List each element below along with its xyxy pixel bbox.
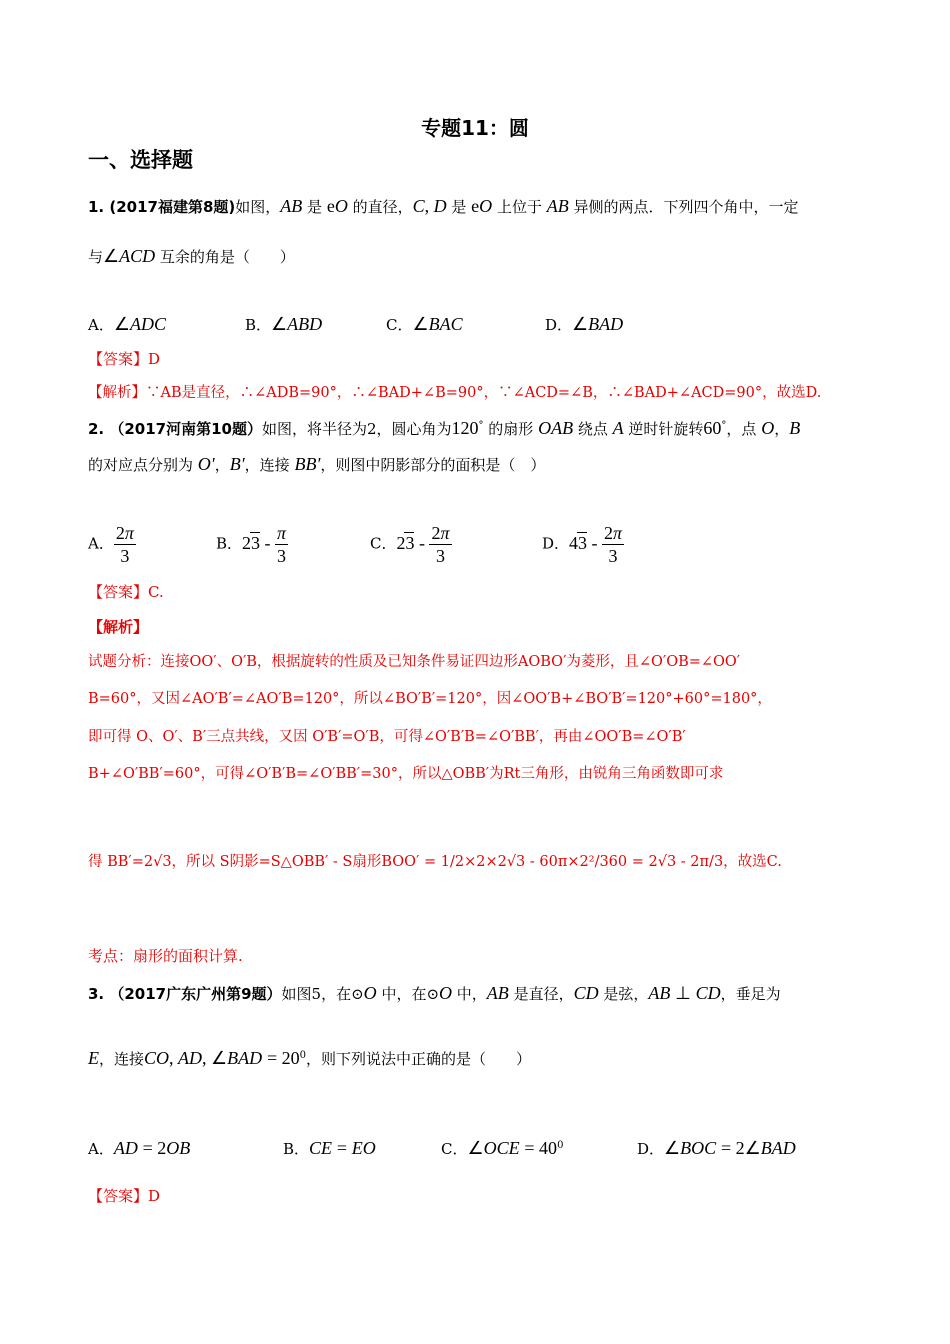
q2-option-a: A． $\frac{2\pi}{3}$ [88, 523, 134, 566]
q2-line2: 的对应点分别为 O′，B′，连接 BB′，则图中阴影部分的面积是（ ） [88, 454, 546, 474]
q2-line1 [88, 416, 800, 439]
q3-label: 3. （2017广东广州第9题） [88, 985, 282, 1003]
q1-analysis: 【解析】∵AB是直径，∴∠ADB=90°，∴∠BAD+∠B=90°，∵∠ACD=∠B，∴∠BAD+∠ACD=90°，故选D. [88, 385, 822, 401]
q3-option-b: B．CE = EO [283, 1138, 376, 1158]
q1-option-b: B．∠ABD [245, 314, 323, 334]
q2-option-d: D．43 - $\frac{2\pi}{3}$ [542, 523, 623, 566]
q2-text-1: 如图，将半径为2，圆心角为120° 的扇形 OAB 绕点 A 逆时针旋转60°，点 O，B [261, 418, 801, 438]
q1-label: 1. (2017福建第8题) [88, 198, 236, 216]
q2-analysis-label: 【解析】 [88, 618, 149, 636]
q2-answer: 【答案】C. [88, 583, 164, 601]
section-heading: 一、选择题 [88, 148, 193, 172]
q2-analysis-line-1: 试题分析：连接OO′、O′B，根据旋转的性质及已知条件易证四边形AOBO′为菱形，且∠O′OB=∠OO′ [88, 654, 741, 670]
q2-option-c: C．23 - $\frac{2\pi}{3}$ [370, 523, 450, 566]
q2-analysis-line-4: B+∠O′BB′=60°，可得∠O′B′B=∠O′BB′=30°，所以△OBB′为Rt三角形，由锐角三角函数即可求 [88, 766, 724, 782]
q1-option-c: C．∠BAC [386, 314, 463, 334]
q1-line2: 与∠ACD 互余的角是（ ） [88, 246, 295, 266]
q1-line1 [88, 196, 799, 217]
q2-kaodian: 考点：扇形的面积计算. [88, 947, 243, 965]
q3-text-1: 如图5，在⊙O 中，在⊙O 中，AB 是直径，CD 是弦，AB ⊥ CD，垂足为 [281, 983, 781, 1003]
q1-option-d: D．∠BAD [545, 314, 624, 334]
q3-answer: 【答案】D [88, 1187, 161, 1205]
q2-analysis-line-3: 即可得 O、O′、B′三点共线，又因 O′B′=O′B，可得∠O′B′B=∠O′BB′，再由∠OO′B=∠O′B′ [88, 729, 686, 745]
q2-analysis-line-2: B=60°，又因∠AO′B′=∠AO′B=120°，所以∠BO′B′=120°，因∠OO′B+∠BO′B′=120°+60°=180°， [88, 691, 772, 707]
q3-option-c: C．∠OCE = $40^0$ [441, 1138, 564, 1158]
q1-text-1: 如图，AB 是 eO 的直径，C, D 是 eO 上位于 AB 异侧的两点．下列四个角中，一定 [235, 196, 799, 216]
q3-line2: E，连接CO, AD, ∠BAD = $20^0$，则下列说法中正确的是（ ） [88, 1048, 531, 1068]
q3-line1 [88, 983, 781, 1004]
q3-option-d: D．∠BOC = 2∠BAD [637, 1138, 796, 1158]
q1-answer: 【答案】D [88, 350, 161, 368]
q1-option-a: A．∠ADC [88, 314, 166, 334]
q2-option-b: B．23 - $\frac{\pi}{3}$ [216, 523, 287, 566]
page-title: 专题11：圆 [421, 116, 529, 140]
q3-option-a: A．AD = 2OB [88, 1138, 191, 1158]
q2-label: 2. （2017河南第10题） [88, 420, 262, 438]
q2-analysis-line-5: 得 BB′=2√3，所以 S阴影=S△OBB′ - S扇形BOO′ = 1/2×2×2√3 - 60π×2²/360 = 2√3 - 2π/3，故选C. [88, 854, 782, 870]
